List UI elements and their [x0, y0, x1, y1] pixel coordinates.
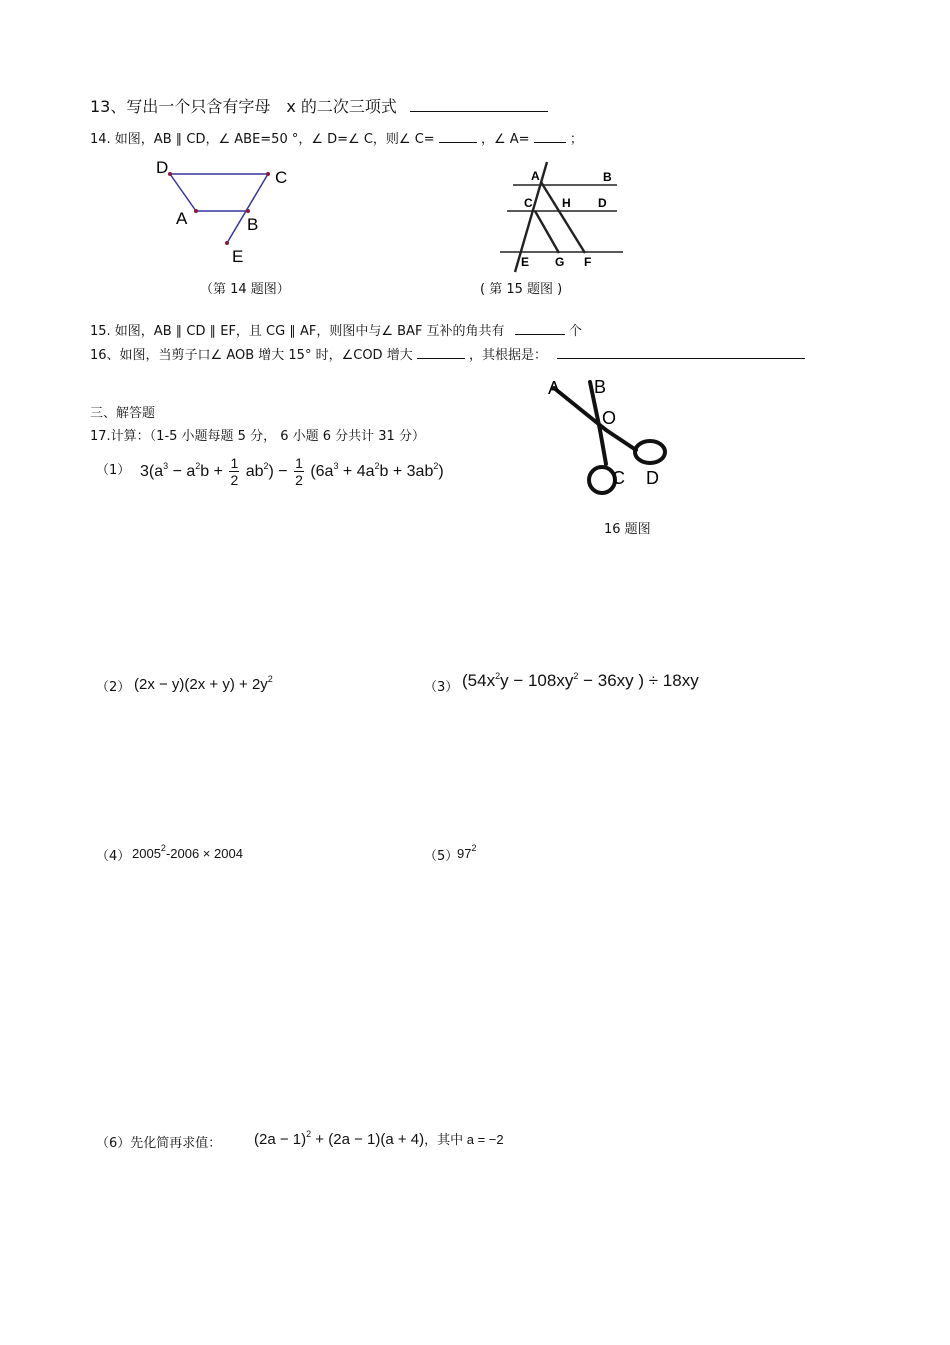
label-c: C	[612, 468, 625, 488]
figure-15	[495, 160, 630, 275]
problem-1-expression: $3(a^3 - a^2b$ + $\frac{1}{2}$ $ab^2$) − $\frac{1}{2}$ $(6a^3 + 4a^2b + 3ab^2)$	[140, 455, 444, 489]
label-o: O	[602, 408, 617, 428]
label-a: A	[176, 209, 188, 228]
label-d: D	[598, 196, 607, 210]
label-c: C	[275, 168, 288, 187]
question-16: 16、如图，当剪子口∠ AOB 增大 15° 时，∠COD 增大 ，其根据是：	[90, 344, 805, 363]
label-b: B	[594, 377, 607, 397]
label-e: E	[521, 255, 530, 269]
problem-5-expression: $97^2$	[457, 843, 477, 861]
problem-2-label: （2）	[96, 680, 131, 695]
answer-blank[interactable]	[557, 346, 805, 359]
question-13-text: 13、写出一个只含有字母 x 的二次三项式	[90, 97, 397, 116]
problem-5-label: （5）	[424, 849, 459, 864]
problem-3-expression: ($54x^2y - 108xy^2 - 36xy$ ) ÷ 18xy	[462, 671, 699, 690]
problem-2-expression: $(2x - y)(2x + y) + 2y^2$	[134, 674, 273, 693]
label-f: F	[584, 255, 592, 269]
fraction: $\frac{1}{2}$	[230, 455, 239, 489]
answer-blank[interactable]	[417, 346, 465, 359]
problem-4-expression: $2005^2-2006 \times 2004$	[132, 843, 243, 861]
label-c: C	[524, 196, 533, 210]
label-a: A	[531, 169, 540, 183]
label-g: G	[555, 255, 565, 269]
label-d: D	[646, 468, 659, 488]
fraction: $\frac{1}{2}$	[295, 455, 303, 489]
label-d: D	[156, 158, 169, 177]
problem-1-label: （1）	[96, 463, 131, 478]
answer-blank[interactable]	[410, 99, 548, 112]
problem-3-label: （3）	[424, 680, 459, 695]
scissors-figure	[540, 372, 680, 502]
problem-6-label: （6）先化简再求值：	[96, 1136, 222, 1151]
question-15: 15. 如图，AB ∥ CD ∥ EF，且 CG ∥ AF，则图中与∠ BAF 互补的角共有 个	[90, 324, 582, 339]
figure-15-caption: ( 第 15 题图 )	[480, 282, 563, 297]
question-15-text: 15. 如图，AB ∥ CD ∥ EF，且 CG ∥ AF，则图中与∠ BAF 互补的角共有	[90, 324, 505, 339]
section-title: 三、解答题	[90, 406, 156, 421]
label-b: B	[247, 215, 259, 234]
label-b: B	[603, 170, 612, 184]
question-17-intro: 17.计算：（1-5 小题每题 5 分， 6 小题 6 分共计 31 分）	[90, 429, 425, 444]
figure-14	[150, 150, 310, 270]
label-e: E	[232, 247, 244, 266]
figure-14-caption: （第 14 题图）	[200, 282, 290, 297]
question-14: 14. 如图，AB ∥ CD，∠ ABE=50 °，∠ D=∠ C，则∠ C= ，∠ A= ；	[90, 132, 583, 147]
answer-blank[interactable]	[439, 130, 477, 143]
answer-blank[interactable]	[534, 130, 566, 143]
question-13	[90, 94, 548, 117]
problem-6-expression: $(2a - 1)^2 + (2a - 1)(a + 4)$，其中 a = −2	[254, 1129, 504, 1148]
answer-blank[interactable]	[515, 322, 565, 335]
question-16-text: 16、如图，当剪子口∠ AOB 增大 15° 时，∠COD 增大	[90, 348, 413, 363]
label-h: H	[562, 196, 571, 210]
problem-4-label: （4）	[96, 849, 131, 864]
label-a: A	[548, 378, 561, 398]
question-14-text: 14. 如图，AB ∥ CD，∠ ABE=50 °，∠ D=∠ C，则∠ C=	[90, 132, 435, 147]
figure-16-caption: 16 题图	[604, 522, 651, 537]
